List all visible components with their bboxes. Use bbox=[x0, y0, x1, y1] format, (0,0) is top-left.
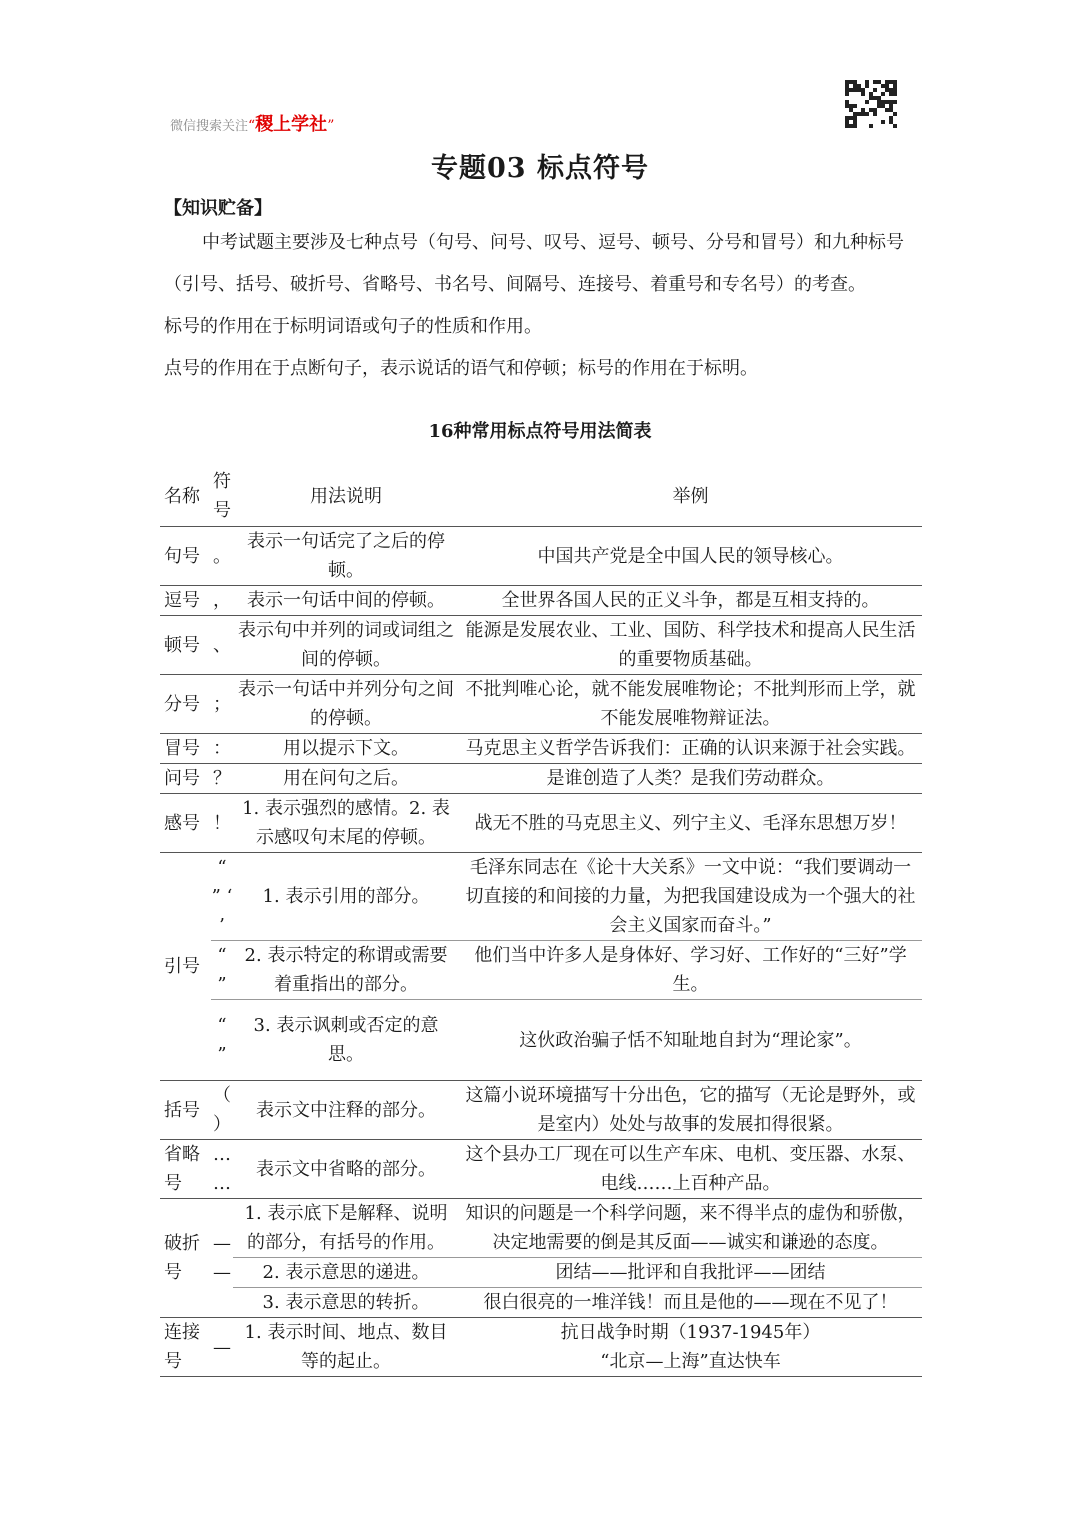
table-row bbox=[160, 764, 922, 794]
table-row bbox=[160, 1140, 922, 1199]
cell-example: 这伙政治骗子恬不知耻地自封为“理论家”。 bbox=[459, 1000, 922, 1081]
header-name: 名称 bbox=[160, 466, 211, 527]
cell-symbol: ： bbox=[211, 734, 233, 764]
cell-example: 能源是发展农业、工业、国防、科学技术和提高人民生活的重要物质基础。 bbox=[459, 616, 922, 675]
table-row bbox=[160, 734, 922, 764]
cell-usage: 表示一句话中间的停顿。 bbox=[233, 586, 459, 616]
cell-usage: 1. 表示引用的部分。 bbox=[233, 853, 459, 941]
cell-symbol: ！ bbox=[211, 794, 233, 853]
cell-usage: 表示文中注释的部分。 bbox=[233, 1081, 459, 1140]
cell-usage: 1. 表示强烈的感情。2. 表示感叹句末尾的停顿。 bbox=[233, 794, 459, 853]
paragraph: 标号的作用在于标明词语或句子的性质和作用。 bbox=[164, 316, 542, 337]
page-title: 专题03 标点符号 bbox=[431, 153, 649, 184]
cell-usage: 1. 表示时间、地点、数目等的起止。 bbox=[233, 1318, 459, 1377]
header-symbol: 符号 bbox=[211, 466, 233, 527]
cell-name: 顿号 bbox=[160, 616, 211, 675]
cell-symbol: … … bbox=[211, 1140, 233, 1199]
cell-example: 他们当中许多人是身体好、学习好、工作好的“三好”学生。 bbox=[459, 941, 922, 1000]
table-row bbox=[160, 1288, 922, 1318]
table-row bbox=[160, 616, 922, 675]
cell-usage: 2. 表示特定的称谓或需要着重指出的部分。 bbox=[233, 941, 459, 1000]
cell-symbol: 。 bbox=[211, 527, 233, 586]
cell-symbol: ？ bbox=[211, 764, 233, 794]
cell-example: 全世界各国人民的正义斗争，都是互相支持的。 bbox=[459, 586, 922, 616]
cell-example: 知识的问题是一个科学问题，来不得半点的虚伪和骄傲，决定地需要的倒是其反面——诚实和谦逊的态度。 bbox=[459, 1199, 922, 1258]
cell-usage: 2. 表示意思的递进。 bbox=[233, 1258, 459, 1288]
cell-name: 破折号 bbox=[160, 1199, 211, 1318]
cell-name: 逗号 bbox=[160, 586, 211, 616]
cell-usage: 1. 表示底下是解释、说明的部分，有括号的作用。 bbox=[233, 1199, 459, 1258]
cell-usage: 表示一句话中并列分句之间的停顿。 bbox=[233, 675, 459, 734]
cell-symbol: “ ” bbox=[211, 941, 233, 1000]
cell-example: 马克思主义哲学告诉我们：正确的认识来源于社会实践。 bbox=[459, 734, 922, 764]
cell-usage: 用以提示下文。 bbox=[233, 734, 459, 764]
table-row bbox=[160, 586, 922, 616]
header-close-quote: ” bbox=[327, 118, 335, 134]
header-usage: 用法说明 bbox=[233, 466, 459, 527]
cell-usage: 表示文中省略的部分。 bbox=[233, 1140, 459, 1199]
qr-code-icon bbox=[845, 80, 897, 128]
table-header-row bbox=[160, 466, 922, 527]
example-line: 抗日战争时期（1937-1945年） bbox=[560, 1322, 821, 1343]
header-prefix: 微信搜索关注 bbox=[170, 119, 249, 134]
cell-symbol: “ ” ‘ ’ bbox=[211, 853, 233, 941]
cell-symbol: ， bbox=[211, 586, 233, 616]
table-row bbox=[160, 794, 922, 853]
cell-usage: 3. 表示意思的转折。 bbox=[233, 1288, 459, 1318]
punctuation-table bbox=[160, 466, 922, 1377]
cell-example: 毛泽东同志在《论十大关系》一文中说：“我们要调动一切直接的和间接的力量，为把我国建设成为一个强大的社会主义国家而奋斗。” bbox=[459, 853, 922, 941]
cell-example: 这篇小说环境描写十分出色，它的描写（无论是野外，或是室内）处处与故事的发展扣得很紧。 bbox=[459, 1081, 922, 1140]
table-row bbox=[160, 1318, 922, 1377]
cell-example: 战无不胜的马克思主义、列宁主义、毛泽东思想万岁！ bbox=[459, 794, 922, 853]
table-row bbox=[160, 1199, 922, 1258]
header-example: 举例 bbox=[459, 466, 922, 527]
paragraph: 点号的作用在于点断句子，表示说话的语气和停顿；标号的作用在于标明。 bbox=[164, 358, 758, 379]
cell-symbol: — bbox=[211, 1318, 233, 1377]
cell-example: 团结——批评和自我批评——团结 bbox=[459, 1258, 922, 1288]
header-watermark bbox=[170, 110, 334, 136]
cell-symbol: — — bbox=[211, 1199, 233, 1318]
paragraph: 中考试题主要涉及七种点号（句号、问号、叹号、逗号、顿号、分号和冒号）和九种标号（引号、括号、破折号、省略号、书名号、间隔号、连接号、着重号和专名号）的考查。 bbox=[164, 232, 904, 295]
cell-name: 括号 bbox=[160, 1081, 211, 1140]
cell-example: 不批判唯心论，就不能发展唯物论；不批判形而上学，就不能发展唯物辩证法。 bbox=[459, 675, 922, 734]
intro-text bbox=[164, 222, 924, 390]
cell-name: 句号 bbox=[160, 527, 211, 586]
cell-name: 感号 bbox=[160, 794, 211, 853]
table-row bbox=[160, 853, 922, 941]
table-row bbox=[160, 1000, 922, 1081]
cell-example bbox=[459, 1318, 922, 1377]
cell-name: 省略号 bbox=[160, 1140, 211, 1199]
example-line: “北京—上海”直达快车 bbox=[600, 1351, 781, 1372]
cell-example: 这个县办工厂现在可以生产车床、电机、变压器、水泵、电线……上百种产品。 bbox=[459, 1140, 922, 1199]
cell-example: 中国共产党是全中国人民的领导核心。 bbox=[459, 527, 922, 586]
cell-usage: 表示一句话完了之后的停顿。 bbox=[233, 527, 459, 586]
table-row bbox=[160, 1081, 922, 1140]
cell-symbol: （ ） bbox=[211, 1081, 233, 1140]
cell-example: 是谁创造了人类？是我们劳动群众。 bbox=[459, 764, 922, 794]
cell-usage: 用在问句之后。 bbox=[233, 764, 459, 794]
cell-symbol: ； bbox=[211, 675, 233, 734]
table-row bbox=[160, 1258, 922, 1288]
cell-name: 连接号 bbox=[160, 1318, 211, 1377]
table-row bbox=[160, 941, 922, 1000]
cell-name: 分号 bbox=[160, 675, 211, 734]
cell-symbol: “ ” bbox=[211, 1000, 233, 1081]
cell-usage: 3. 表示讽刺或否定的意思。 bbox=[233, 1000, 459, 1081]
cell-symbol: 、 bbox=[211, 616, 233, 675]
cell-usage: 表示句中并列的词或词组之间的停顿。 bbox=[233, 616, 459, 675]
header-open-quote: “ bbox=[248, 118, 256, 134]
section-heading: 【知识贮备】 bbox=[164, 198, 272, 219]
cell-name: 冒号 bbox=[160, 734, 211, 764]
table-row bbox=[160, 675, 922, 734]
brand-name: 稷上学社 bbox=[255, 114, 328, 135]
table-title: 16种常用标点符号用法简表 bbox=[428, 421, 652, 442]
cell-name: 引号 bbox=[160, 853, 211, 1081]
cell-name: 问号 bbox=[160, 764, 211, 794]
table-row bbox=[160, 527, 922, 586]
cell-example: 很白很亮的一堆洋钱！而且是他的——现在不见了！ bbox=[459, 1288, 922, 1318]
